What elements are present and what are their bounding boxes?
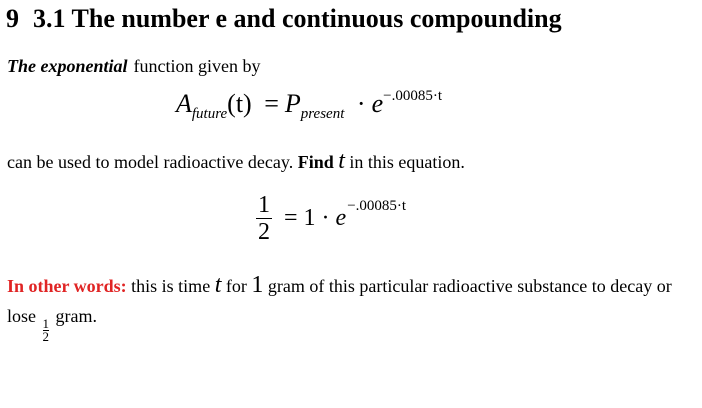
- instruction-find: Find: [297, 152, 334, 172]
- intro-emphasis: The exponential: [7, 56, 128, 76]
- instruction-text: can be used to model radioactive decay.: [7, 152, 294, 172]
- eq2-exponent: −.00085·t: [347, 198, 407, 214]
- instruction-variable: t: [338, 148, 345, 174]
- explanation-part1: this is time: [131, 276, 211, 296]
- eq1-exponent: −.00085·t: [383, 88, 442, 104]
- section-title: 3.1 The number e and continuous compounding: [33, 4, 562, 33]
- explanation-label: In other words:: [7, 276, 127, 296]
- eq1-P-subscript: present: [300, 106, 345, 122]
- section-number: 9: [6, 4, 19, 33]
- explanation-paragraph: [7, 270, 697, 343]
- eq2-e: e: [335, 205, 347, 231]
- explanation-part3: gram of this particular radioactive substance to decay or lose: [7, 276, 672, 326]
- inline-fraction-numerator: 1: [42, 316, 49, 331]
- instruction-end: in this equation.: [349, 152, 465, 172]
- intro-text: function given by: [133, 56, 261, 76]
- eq2-one: 1: [303, 205, 316, 231]
- eq1-e: e: [371, 89, 384, 118]
- eq1-dot: ·: [356, 89, 366, 118]
- explanation-part4: gram.: [55, 306, 97, 326]
- eq1-A: A: [176, 89, 192, 118]
- eq1-P: P: [284, 89, 301, 118]
- exponential-equation: [176, 88, 442, 123]
- decay-equation: [256, 192, 406, 245]
- page-heading: [6, 4, 562, 34]
- explanation-variable: t: [214, 272, 222, 298]
- half-fraction: [256, 192, 272, 245]
- eq1-A-subscript: future: [191, 106, 228, 122]
- fraction-denominator: 2: [258, 219, 270, 245]
- explanation-one: 1: [251, 272, 264, 298]
- inline-half-fraction: [43, 318, 50, 343]
- eq1-equals: =: [264, 89, 279, 118]
- eq2-dot: ·: [321, 205, 330, 231]
- eq2-equals: =: [284, 205, 298, 231]
- inline-fraction-denominator: 2: [42, 329, 49, 344]
- fraction-numerator: 1: [258, 192, 270, 218]
- instruction-line: [7, 148, 465, 175]
- intro-line: [7, 56, 260, 77]
- explanation-part2: for: [225, 276, 247, 296]
- eq1-t: (t): [227, 89, 252, 118]
